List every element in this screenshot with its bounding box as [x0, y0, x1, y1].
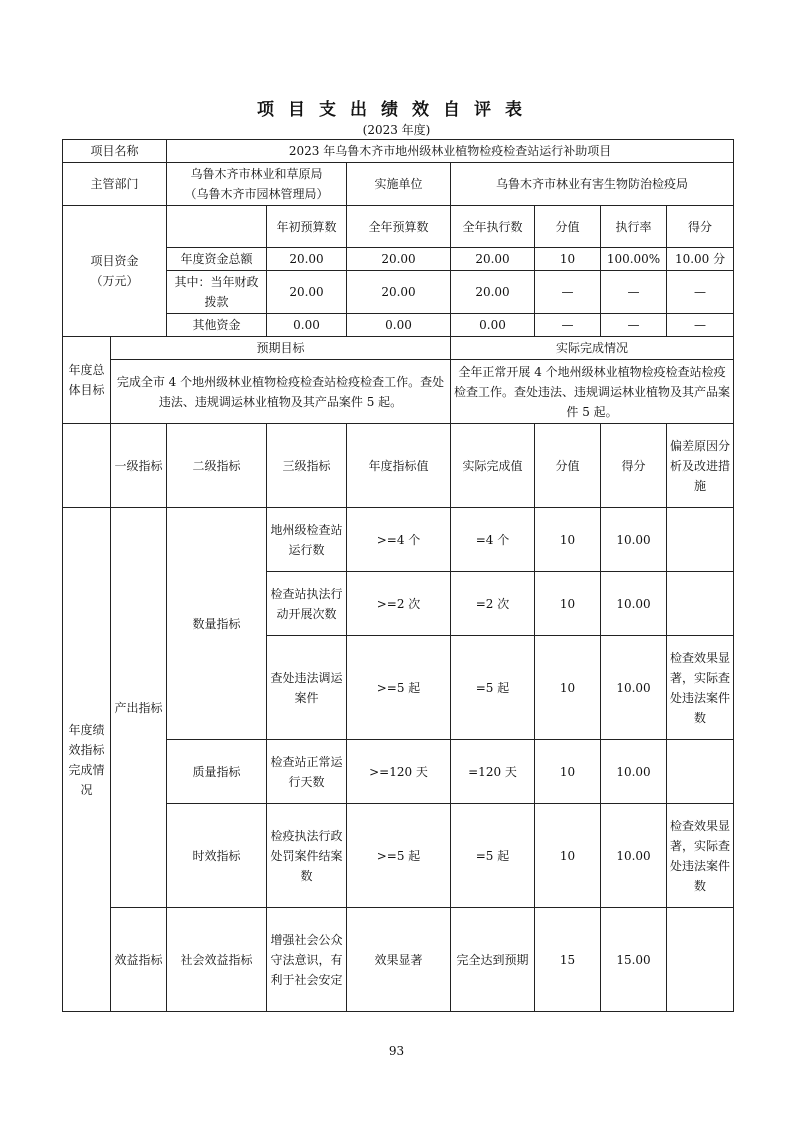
indicator-score: 10.00	[601, 804, 667, 908]
funds-row-score-value: —	[535, 314, 601, 337]
indicator-score: 10.00	[601, 740, 667, 804]
indicator-deviation	[667, 508, 734, 572]
goals-content-row	[63, 360, 734, 424]
quantity-indicator-label: 数量指标	[167, 508, 267, 740]
header-score-value: 分值	[535, 424, 601, 508]
indicator-level3: 检查站正常运行天数	[267, 740, 347, 804]
funds-row-score-value: 10	[535, 248, 601, 271]
indicator-score-value: 10	[535, 740, 601, 804]
indicator-deviation: 检查效果显著，实际查处违法案件数	[667, 804, 734, 908]
funds-row-score: —	[667, 271, 734, 314]
funds-row-name: 其他资金	[167, 314, 267, 337]
funds-header-row	[63, 206, 734, 248]
funds-row-executed: 0.00	[451, 314, 535, 337]
funds-row-executed: 20.00	[451, 271, 535, 314]
indicator-actual: 完全达到预期	[451, 908, 535, 1012]
indicator-score-value: 10	[535, 508, 601, 572]
funds-header-score: 得分	[667, 206, 734, 248]
project-name-value: 2023 年乌鲁木齐市地州级林业植物检疫检查站运行补助项目	[167, 140, 734, 163]
indicator-target: >=5 起	[347, 636, 451, 740]
header-level2: 二级指标	[167, 424, 267, 508]
dept-value-line1: 乌鲁木齐市林业和草原局	[190, 167, 323, 181]
quality-indicator-label: 质量指标	[167, 740, 267, 804]
funds-header-annual: 全年预算数	[347, 206, 451, 248]
social-benefit-label: 社会效益指标	[167, 908, 267, 1012]
indicator-target: >=120 天	[347, 740, 451, 804]
funds-row-annual: 20.00	[347, 248, 451, 271]
performance-table	[62, 139, 734, 1012]
funds-header-rate: 执行率	[601, 206, 667, 248]
indicator-target: >=4 个	[347, 508, 451, 572]
indicators-section-label: 年度绩效指标完成情况	[63, 508, 111, 1012]
year-note: (2023 年度)	[362, 123, 431, 137]
indicator-score-value: 10	[535, 636, 601, 740]
indicator-level3: 地州级检查站运行数	[267, 508, 347, 572]
indicator-score-value: 10	[535, 572, 601, 636]
page-number: 93	[388, 1044, 405, 1058]
benefit-indicator-label: 效益指标	[111, 908, 167, 1012]
goals-expected-label: 预期目标	[111, 337, 451, 360]
indicator-header-blank	[63, 424, 111, 508]
funds-row-initial: 0.00	[267, 314, 347, 337]
funds-header-initial: 年初预算数	[267, 206, 347, 248]
goals-actual-label: 实际完成情况	[451, 337, 734, 360]
indicator-header-row	[63, 424, 734, 508]
header-actual: 实际完成值	[451, 424, 535, 508]
indicator-actual: =2 次	[451, 572, 535, 636]
indicator-target: >=2 次	[347, 572, 451, 636]
project-name-label: 项目名称	[63, 140, 167, 163]
indicator-deviation	[667, 572, 734, 636]
funds-row-score: —	[667, 314, 734, 337]
funds-header-executed: 全年执行数	[451, 206, 535, 248]
indicator-score: 10.00	[601, 508, 667, 572]
indicator-score: 10.00	[601, 572, 667, 636]
header-target: 年度指标值	[347, 424, 451, 508]
indicator-deviation	[667, 740, 734, 804]
indicator-actual: =120 天	[451, 740, 535, 804]
header-level3: 三级指标	[267, 424, 347, 508]
dept-value-line2: （乌鲁木齐市园林管理局）	[184, 187, 329, 201]
page-title: 项目支出绩效自评表	[257, 100, 536, 120]
indicator-target: >=5 起	[347, 804, 451, 908]
indicator-actual: =5 起	[451, 804, 535, 908]
indicator-score-value: 10	[535, 804, 601, 908]
indicator-deviation: 检查效果显著，实际查处违法案件数	[667, 636, 734, 740]
goals-label: 年度总体目标	[63, 337, 111, 424]
indicator-actual: =5 起	[451, 636, 535, 740]
indicator-level3: 增强社会公众守法意识，有利于社会安定	[267, 908, 347, 1012]
indicator-deviation	[667, 908, 734, 1012]
funds-row-annual: 0.00	[347, 314, 451, 337]
header-score: 得分	[601, 424, 667, 508]
funds-label	[63, 206, 167, 337]
funds-header-score-value: 分值	[535, 206, 601, 248]
funds-row-executed: 20.00	[451, 248, 535, 271]
funds-row-name: 年度资金总额	[167, 248, 267, 271]
indicator-score: 15.00	[601, 908, 667, 1012]
funds-row-initial: 20.00	[267, 271, 347, 314]
impl-unit-label: 实施单位	[347, 163, 451, 206]
goals-header-row	[63, 337, 734, 360]
impl-unit-value: 乌鲁木齐市林业有害生物防治检疫局	[451, 163, 734, 206]
funds-row-score-value: —	[535, 271, 601, 314]
funds-label-line2: （万元）	[90, 274, 139, 288]
funds-row-initial: 20.00	[267, 248, 347, 271]
goals-actual-text: 全年正常开展 4 个地州级林业植物检疫检查站检疫检查工作。查处违法、违规调运林业植物及其产品案件 5 起。	[451, 360, 734, 424]
timeliness-indicator-label: 时效指标	[167, 804, 267, 908]
funds-row-rate: —	[601, 314, 667, 337]
indicator-level3: 查处违法调运案件	[267, 636, 347, 740]
department-row	[63, 163, 734, 206]
funds-row-score: 10.00 分	[667, 248, 734, 271]
project-name-row	[63, 140, 734, 163]
indicator-row	[63, 908, 734, 1012]
indicator-score-value: 15	[535, 908, 601, 1012]
output-indicator-label: 产出指标	[111, 508, 167, 908]
indicator-level3: 检查站执法行动开展次数	[267, 572, 347, 636]
header-level1: 一级指标	[111, 424, 167, 508]
dept-label: 主管部门	[63, 163, 167, 206]
funds-row-rate: —	[601, 271, 667, 314]
funds-row-name: 其中：当年财政拨款	[167, 271, 267, 314]
indicator-target: 效果显著	[347, 908, 451, 1012]
funds-label-line1: 项目资金	[90, 254, 139, 268]
funds-row-annual: 20.00	[347, 271, 451, 314]
funds-header-blank	[167, 206, 267, 248]
indicator-score: 10.00	[601, 636, 667, 740]
indicator-actual: =4 个	[451, 508, 535, 572]
goals-expected-text: 完成全市 4 个地州级林业植物检疫检查站检疫检查工作。查处违法、违规调运林业植物及其产品案件 5 起。	[111, 360, 451, 424]
indicator-row	[63, 508, 734, 572]
indicator-level3: 检疫执法行政处罚案件结案数	[267, 804, 347, 908]
dept-value	[167, 163, 347, 206]
header-deviation: 偏差原因分析及改进措施	[667, 424, 734, 508]
funds-row-rate: 100.00%	[601, 248, 667, 271]
